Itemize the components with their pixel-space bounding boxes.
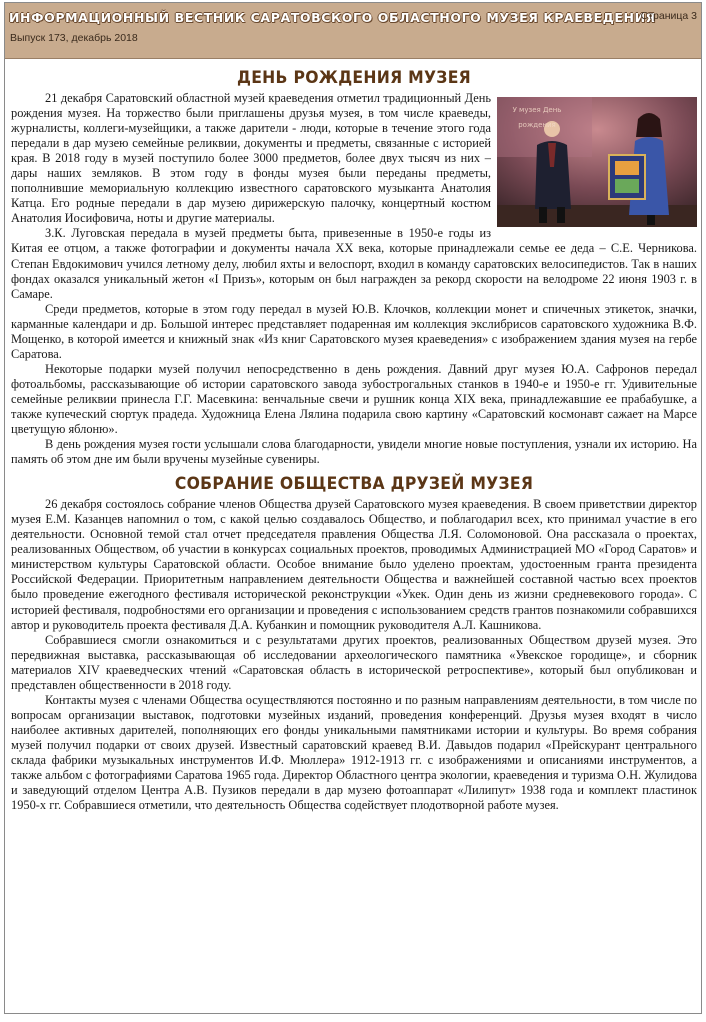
- paragraph: 26 декабря состоялось собрание членов Общества друзей Саратовского музея краеведения. В своем приветствии директор музея Е.М. Казанцев напомнил о том, с какой целью создавалось Общество, и поблагодарил всех, кто принимал участие в его деятельности. Основной темой стал отчет председателя правления Общества Л.Я. Соломоновой. Она рассказала о проектах, реализованных Обществом, об участии в конкурсах социальных проектов, проводимых Администрацией МО «Город Саратов» и министерством культуры Саратовской области. Особое внимание было уделено проектам, удостоенным гранта президента Российской Федерации. Приоритетным направлением деятельности Общества и важнейшей составной частью всех проектов было проведение ежегодного фестиваля исторической реконструкции «Укек. Один день из жизни средневекового города». С историей фестиваля, подробностями его организации и проведения с использованием средств грантов познакомили собравшихся автор и руководитель проекта фестиваля Д.А. Кубанкин и помощник руководителя А.Л. Кашникова.: [11, 497, 697, 632]
- paragraph: Собравшиеся смогли ознакомиться и с результатами других проектов, реализованных Обществом друзей музея. Это передвижная выставка, рассказывающая об исследовании археологического памятника «Увекское городище», и сборник материалов XIV краеведческих чтений «Саратовская область в исторической ретроспективе», который был опубликован и представлен общественности в 2018 году.: [11, 632, 697, 692]
- paragraph: В день рождения музея гости услышали слова благодарности, увидели многие новые поступления, узнали их историю. На память об этом дне им были вручены музейные сувениры.: [11, 437, 697, 467]
- newsletter-title: ИНФОРМАЦИОННЫЙ ВЕСТНИК САРАТОВСКОГО ОБЛАСТНОГО МУЗЕЯ КРАЕВЕДЕНИЯ: [9, 10, 656, 25]
- section-title-friends-society: СОБРАНИЕ ОБЩЕСТВА ДРУЗЕЙ МУЗЕЯ: [174, 474, 534, 495]
- paragraph: Некоторые подарки музей получил непосредственно в день рождения. Давний друг музея Ю.А. Сафронов передал фотоальбомы, рассказывающие об истории саратовского завода зубострогальных станков в 1940-е и 1950-е гг. Удивительные семейные реликвии принесла Г.Г. Масевкина: венчальные свечи и рушник конца XIX века, принадлежавшие ее прабабушке, а также купеческий сюртук прадеда. Художница Елена Лялина подарила свою картину «Саратовский космонавт сажает на Марсе цветущую яблоню».: [11, 361, 697, 437]
- paragraph: Контакты музея с членами Общества осуществляются постоянно и по разным направлениям деятельности, в том числе по вопросам организации выставок, подготовки музейных изданий, проведения конференций. Друзья музея входят в число наиболее активных дарителей, пополняющих его фонды уникальными памятниками истории и культуры. Во время собрания музей получил подарки от своих друзей. Известный саратовский краевед В.И. Давыдов подарил «Прейскурант центрального склада фабрики музыкальных инструментов И.Ф. Мюллера» 1912-1913 гг. с изображениями и описаниями инструментов, а также альбом с фотографиями Саратова 1965 года. Директор Областного центра экологии, краеведения и туризма О.Н. Жулидова и заведующий отделом Центра А.В. Пузиков передали в дар музею фотоаппарат «Лилипут» 1938 года и комплект пластинок 1950-х гг. Собравшиеся отметили, что деятельность Общества содействует плодотворной работе музея.: [11, 692, 697, 813]
- paragraph: 21 декабря Саратовский областной музей краеведения отметил традиционный День рождения музея. На торжество были приглашены друзья музея, в том числе краеведы, журналисты, коллеги-музейщики, а также дарители - люди, которые в течение этого года передали в дар музею семейные реликвии, документы и предметы, связанные с историей края. В 2018 году в музей поступило более 3000 предметов, более двух тысяч из них – дары наших земляков. В этом году в фонды музея были переданы предметы, пополнившие мемориальную коллекцию известного саратовского музыканта Анатолия Катца. Его родные передали в дар музею дирижерскую палочку, концертный костюм Анатолия Иосифовича, ноты и другие материалы.: [11, 91, 491, 226]
- article-content: [11, 63, 697, 813]
- banner-text: У музея День рождения: [512, 106, 562, 130]
- page-number: Страница 3: [640, 10, 697, 22]
- page-header: [5, 3, 701, 59]
- paragraph: З.К. Луговская передала в музей предметы быта, привезенные в 1950-е годы из Китая ее отцом, а также фотографии и документы начала ХХ века, которые принадлежали семье ее деда – С.Е. Черникова. Степан Евдокимович учился летному делу, любил яхты и велоспорт, входил в команду саратовских велосипедистов. Так в наших фондах оказался уникальный жетон «I Призъ», которым он был награжден за рекорд скорости на велодроме 22 июня 1903 г. в Самаре.: [11, 226, 697, 301]
- event-photo: [497, 97, 697, 227]
- issue-label: Выпуск 173, декабрь 2018: [10, 32, 138, 44]
- section-title-museum-birthday: ДЕНЬ РОЖДЕНИЯ МУЗЕЯ: [237, 68, 471, 88]
- paragraph: Среди предметов, которые в этом году передал в музей Ю.В. Клочков, коллекции монет и спичечных этикеток, значки, карманные календари и др. Большой интерес представляет подаренная им коллекция экслибрисов саратовского художника В.Ф. Мощенко, в которой имеется и книжный знак «Из книг Саратовского музея краеведения» с изображением здания музея на гербе Саратова.: [11, 301, 697, 361]
- newsletter-page: [4, 2, 702, 1014]
